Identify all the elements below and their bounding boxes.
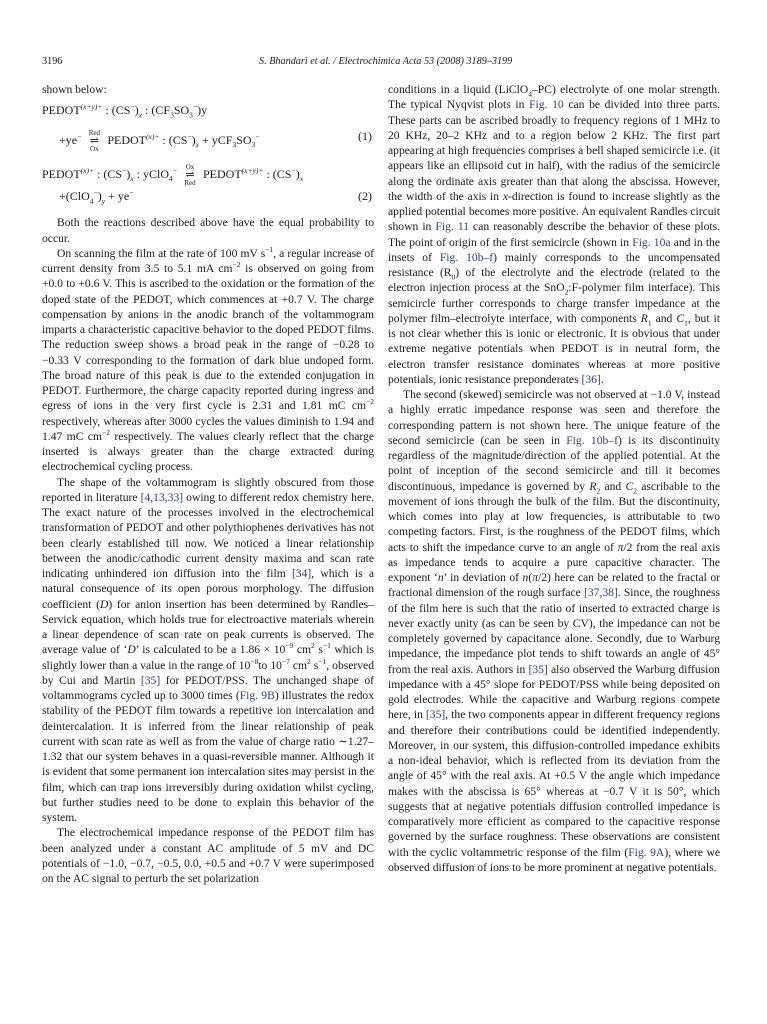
citation-link[interactable]: [35] xyxy=(140,673,161,687)
paragraph: Both the reactions described above have the equal probability to occur. xyxy=(42,216,374,245)
citation-link[interactable]: [35] xyxy=(528,662,548,676)
figure-link[interactable]: Fig. 10 xyxy=(529,98,564,112)
left-column xyxy=(42,82,374,886)
equation-2 xyxy=(42,157,374,209)
figure-link[interactable]: Fig. 11 xyxy=(435,220,469,234)
equation-1-line-1: $PEDOT^{(x+y)+}$ : $(CS^-)_x$ : $(CF_3SO_3^-)y$ xyxy=(42,102,208,120)
citation-link[interactable]: [36] xyxy=(581,372,601,386)
figure-link[interactable]: Fig. 10a xyxy=(632,235,671,249)
paragraph: The electrochemical impedance response of the PEDOT film has been analyzed under a constant AC amplitude of 5 mV and DC potentials of −1.0, −0.7, −0.5, 0.0, +0.5 and +0.7 V were superimposed on the AC signal to perturb the set polarization xyxy=(42,826,374,885)
equilibrium-arrow-icon: Ox ⇌ Red xyxy=(184,163,196,188)
citation-link[interactable]: [34] xyxy=(291,567,312,580)
equation-1-number: (1) xyxy=(358,129,372,144)
intro-text: shown below: xyxy=(42,83,107,96)
equation-1 xyxy=(42,97,374,154)
figure-link[interactable]: Fig. 9A xyxy=(628,845,665,859)
figure-link[interactable]: Fig. 10b–f xyxy=(566,433,618,447)
equilibrium-arrow-icon: Red ⇌ Ox xyxy=(88,129,100,154)
page-number: 3196 xyxy=(42,56,63,67)
citation-link[interactable]: [4,13,33] xyxy=(140,490,184,504)
paragraph: The second (skewed) semicircle was not observed at −1.0 V, instead a highly erratic impedance response was seen and therefore the corresponding pattern is not shown here. The unique feature of the second semicircle (can be seen in Fig. 10b–f) is its discontinuity regardless of the magnitude/direction of the applied potential. At the point of inception of the second semicircle and till it becomes discontinuous, impedance is governed by $R_2$ and $C_2$ ascribable to the movement of ions through the bulk of the film. But the discontinuity, which comes into play at low frequencies, is attributable to two competing factors. First, is the roughness of the PEDOT films, which acts to shift the impedance curve to an angle of π/2 from the real axis as impedance tends to acquire a pure capacitive character. The exponent ‘n’ in deviation of n(π/2) here can be related to the fractal or fractional dimension of the rough surface [37,38]. Since, the roughness of the film here is such that the ratio of inserted to extracted charge is never exactly unity (as can be seen by CV), the impedance can not be completely governed by capacitance alone. Secondly, due to Warburg impedance, the impedance plot tends to shift towards an angle of 45° from the real axis. Authors in [35] also observed the Warburg diffusion impedance with a 45° slope for PEDOT/PSS while being deposited on gold electrodes. While the capacitive and Warburg regions compete here, in [35], the two components appear in different frequency regions and therefore their contributions could be identified independently. Moreover, in our system, this diffusion-controlled impedance exhibits a non-ideal behavior, which is reflected from its deviation from the angle of 45° with the real axis. At +0.5 V the angle which impedance makes with the abscissa is 65° whereas at −0.7 V it is 50°, which suggests that at negative potentials diffusion controlled impedance is comparatively more efficient as compared to the capacitive response governed by the surface roughness. These observations are consistent with the cyclic voltammetric response of the film (Fig. 9A), where we observed diffusion of ions to be more prominent at negative potentials. xyxy=(388,388,721,874)
paragraph: conditions in a liquid (LiClO$_4$–PC) electrolyte of one molar strength. The typical Nyqvist plots in Fig. 10 can be divided into three parts. These parts can be ascribed broadly to frequency regions of 1 MHz to 20 KHz, 20–2 KHz and to a region below 2 KHz. The first part appearing at high frequencies comprises a bell shaped semicircle i.e. (it appears like an ellipsoid cut in half), with the radius of the semicircle along the ordinate axis greater than that along the abscissa. However, the width of the axis in x-direction is found to increase slightly as the applied potential becomes more positive. An equivalent Randles circuit shown in Fig. 11 can reasonably describe the behavior of these plots. The point of origin of the first semicircle (shown in Fig. 10a and in the insets of Fig. 10b–f) mainly corresponds to the uncompensated resistance $(R_0)$ of the electrolyte and the electrode (related to the electron injection process at the SnO$_2$:F-polymer film interface). This semicircle further corresponds to charge transfer impedance at the polymer film–electrolyte interface, with components $R_1$ and $C_1$, but it is not clear whether this is ionic or electronic. It is obvious that under extreme negative potentials when PEDOT is in neutral form, the electron transfer resistance dominates whereas at more positive potentials, ionic resistance preponderates [36]. xyxy=(388,83,721,386)
right-column xyxy=(388,82,720,875)
running-head xyxy=(42,56,722,70)
equation-2-line-2: $+(ClO_4^-)_y + ye^-$ xyxy=(59,188,134,206)
equation-2-number: (2) xyxy=(358,189,372,204)
journal-reference: S. Bhandari et al. / Electrochimica Acta 53 (2008) 3189–3199 xyxy=(259,56,513,67)
equation-2-line-1: $PEDOT^{(x)+}$ : $(CS^-)_x$ : yClO$_4$− Ox ⇌ Red $PEDOT^{(x+y)+}$ : $(CS^-)_x$ xyxy=(42,163,304,188)
citation-link[interactable]: [37,38] xyxy=(583,586,618,600)
citation-link[interactable]: [35] xyxy=(425,708,446,722)
paragraph: The shape of the voltammogram is slightly obscured from those reported in literature [4,13,33] owing to different redox chemistry here. The exact nature of the processes involved in the electrochemical transformation of PEDOT and other polythiophenes derivatives has not been clearly established till now. We noticed a linear relationship between the anodic/cathodic current density maxima and scan rate indicating unhindered ion diffusion into the film [34], which is a natural consequence of its open porous morphology. The diffusion coefficient (D) for anion insertion has been determined by Randles–Servick equation, which holds true for electroactive materials wherein a linear dependence of scan rate on peak currents is observed. The average value of ‘D’ is calculated to be a $1.86 \times 10^{-9}$ $cm^2$ $s^{-1}$ which is slightly lower than a value in the range of $10^{-8}to$ $10^{-7}$ $cm^2$ $s^{-1}$, observed by Cui and Martin [35] for PEDOT/PSS. The unchanged shape of voltammograms cycled up to 3000 times (Fig. 9B) illustrates the redox stability of the PEDOT film towards a repetitive ion intercalation and deintercalation. It is inferred from the linear relationship of peak current with scan rate as well as from the value of charge ratio ∼1.27–1.32 that our system behaves in a quasi-reversible manner. Although it is evident that some permanent ion intercalation sites may persist in the film, which can trap ions irreversibly during oxidation whilst cycling, but further studies need to be done to explain this behavior of the system. xyxy=(42,475,375,824)
paragraph: On scanning the film at the rate of 100 mV $s^{-1}$, a regular increase of current density from 3.5 to 5.1 mA $cm^{-2}$ is observed on going from +0.0 to +0.6 V. This is ascribed to the oxidation or the formation of the doped state of the PEDOT, which commences at +0.7 V. The charge compensation by anions in the anodic branch of the voltammogram imparts a characteristic capacitive behavior to the doped PEDOT films. The reduction sweep shows a broad peak in the range of −0.28 to −0.33 V corresponding to the formation of dark blue undoped form. The broad nature of this peak is due to the extended conjugation in PEDOT. Furthermore, the charge capacity reported during ingress and egress of ions in the very first cycle is 2.31 and 1.81 mC $cm^{-2}$ respectively, whereas after 3000 cycles the values diminish to 1.94 and 1.47 mC $cm^{-2}$ respectively. The values clearly reflect that the charge inserted is always greater than the charge extracted during electrochemical cycling process. xyxy=(42,244,375,474)
figure-link[interactable]: Fig. 9B xyxy=(239,689,275,702)
equation-1-line-2: +ye− Red ⇌ Ox $PEDOT^{(x)+}$ : $(CS^-)_x + yCF_3SO_3^-$ xyxy=(59,129,260,154)
figure-link[interactable]: Fig. 10b–f xyxy=(439,250,494,264)
